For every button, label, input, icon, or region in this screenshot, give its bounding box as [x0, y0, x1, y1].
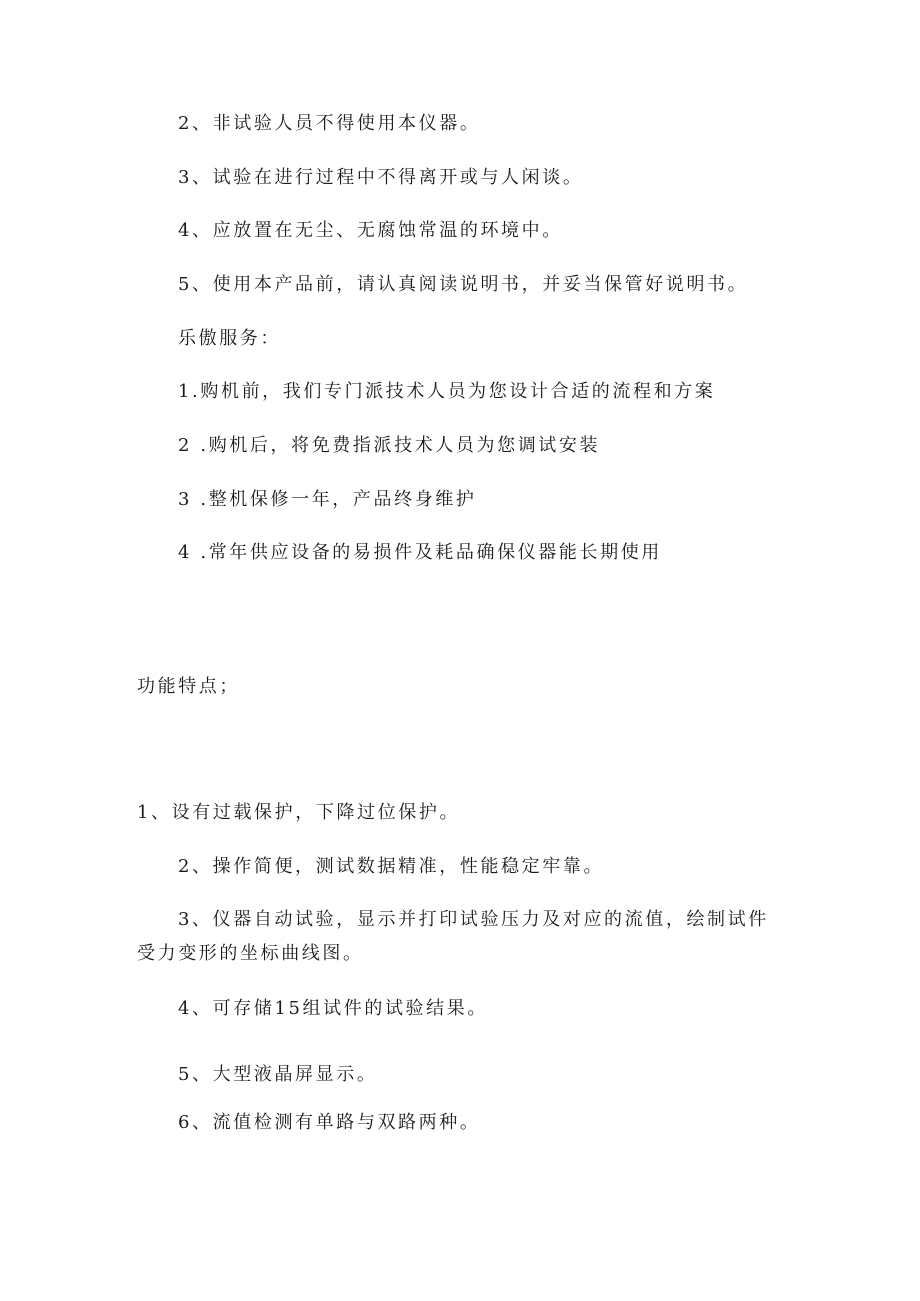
- service-heading: 乐傲服务：: [178, 328, 281, 349]
- service-item-4: 4 .常年供应设备的易损件及耗品确保仪器能长期使用: [178, 542, 662, 563]
- precaution-item-3: 3、试验在进行过程中不得离开或与人闲谈。: [178, 167, 584, 188]
- features-heading: 功能特点；: [137, 676, 240, 697]
- service-item-2: 2 .购机后，将免费指派技术人员为您调试安装: [178, 435, 601, 456]
- feature-item-3: 3、仪器自动试验，显示并打印试验压力及对应的流值，绘制试件受力变形的坐标曲线图。: [137, 909, 769, 964]
- feature-item-5: 5、大型液晶屏显示。: [178, 1064, 378, 1085]
- service-item-3: 3 .整机保修一年，产品终身维护: [178, 489, 477, 510]
- feature-item-2: 2、操作简便，测试数据精准，性能稳定牢靠。: [178, 856, 605, 877]
- feature-item-4: 4、可存储15组试件的试验结果。: [178, 998, 488, 1019]
- precaution-item-5: 5、使用本产品前，请认真阅读说明书，并妥当保管好说明书。: [178, 274, 749, 295]
- feature-item-6: 6、流值检测有单路与双路两种。: [178, 1112, 481, 1133]
- service-item-1: 1.购机前，我们专门派技术人员为您设计合适的流程和方案: [178, 381, 716, 402]
- feature-item-1: 1、设有过载保护，下降过位保护。: [137, 802, 461, 823]
- precaution-item-4: 4、应放置在无尘、无腐蚀常温的环境中。: [178, 220, 563, 241]
- precaution-item-2: 2、非试验人员不得使用本仪器。: [178, 113, 481, 134]
